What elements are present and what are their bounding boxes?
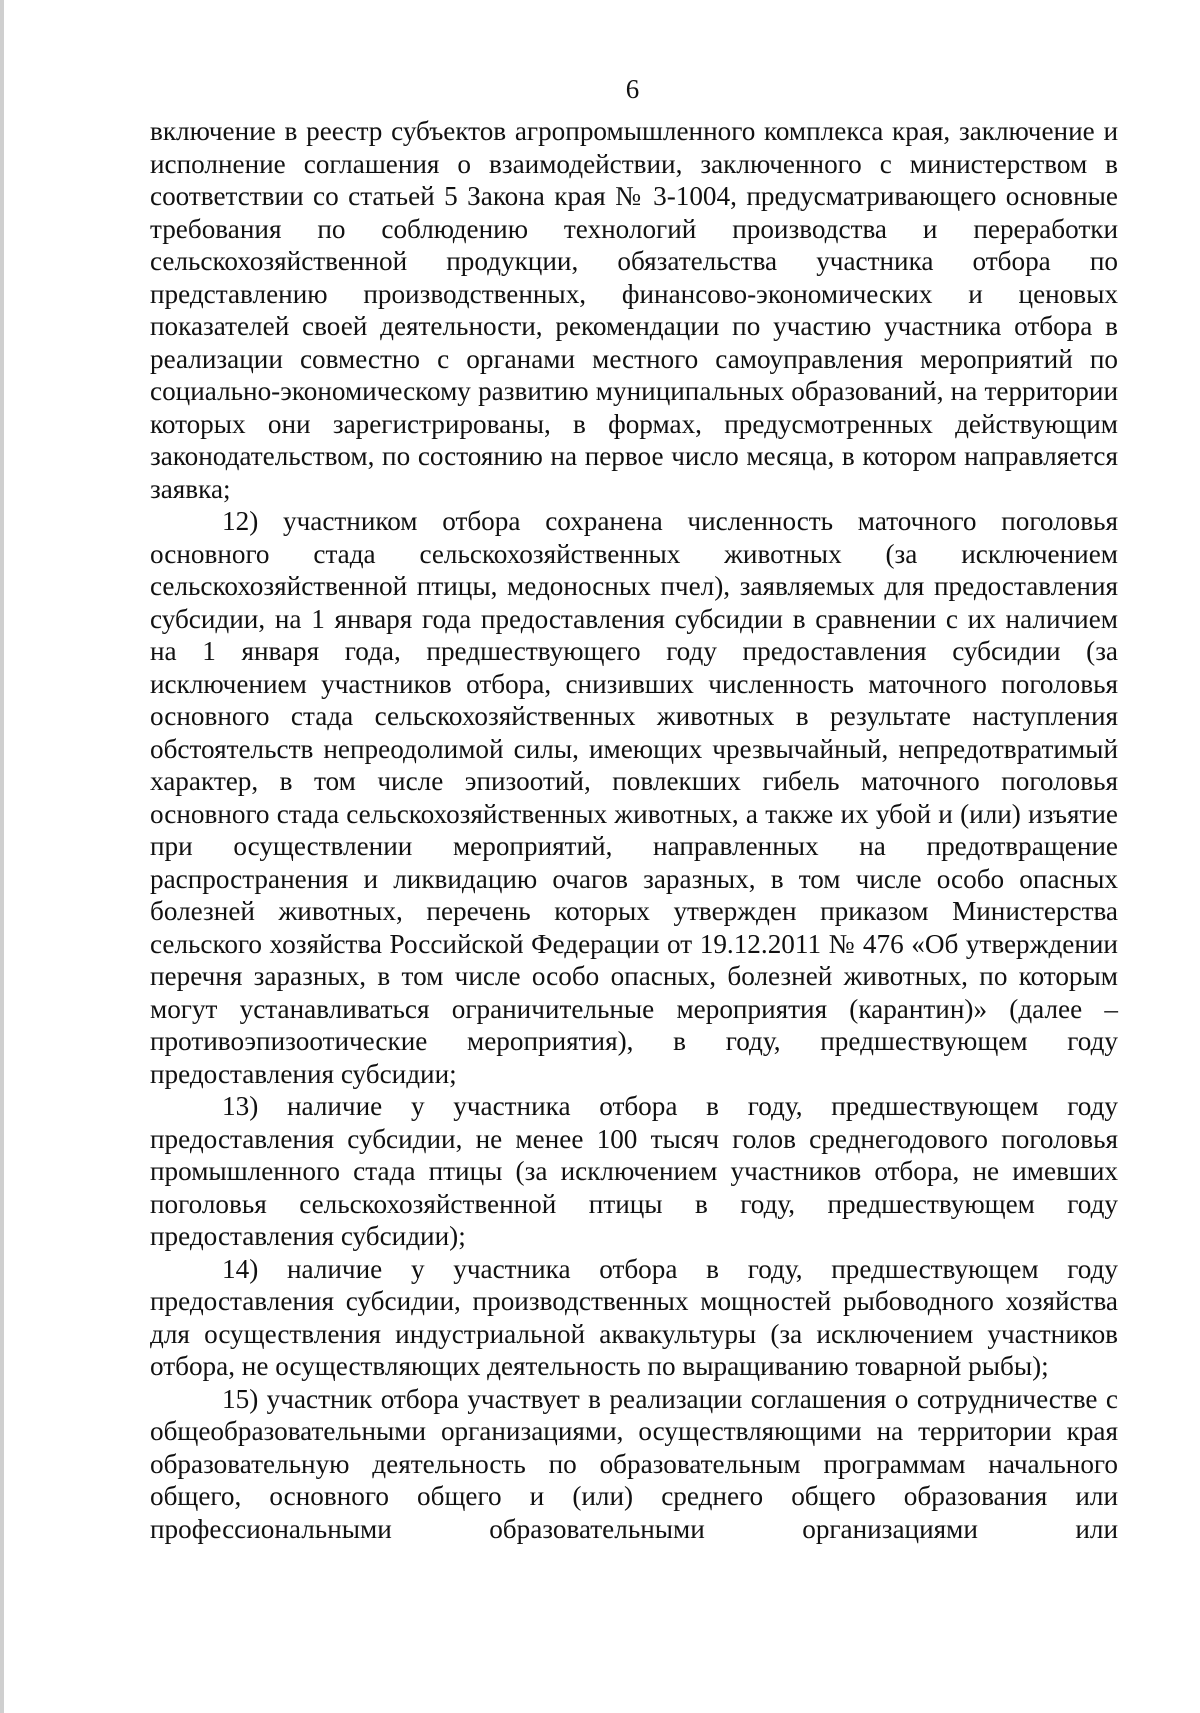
paragraph-item-12: 12) участником отбора сохранена численность маточного поголовья основного стада сельскохозяйственных животных (за исключением сельскохозяйственной птицы, медоносных пчел), заявляемых для предоставления субсидии, на 1 января года предоставления субсидии в сравнении с их наличием на 1 января года, предшествующего году предоставления субсидии (за исключением участников отбора, снизивших численность маточного поголовья основного стада сельскохозяйственных животных в результате наступления обстоятельств непреодолимой силы, имеющих чрезвычайный, непредотвратимый характер, в том числе эпизоотий, повлекших гибель маточного поголовья основного стада сельскохозяйственных животных, а также их убой и (или) изъятие при осуществлении мероприятий, направленных на предотвращение распространения и ликвидацию очагов заразных, в том числе особо опасных болезней животных, перечень которых утвержден приказом Министерства сельского хозяйства Российской Федерации от 19.12.2011 № 476 «Об утверждении перечня заразных, в том числе особо опасных, болезней животных, по которым могут устанавливаться ограничительные мероприятия (карантин)» (далее – противоэпизоотические мероприятия), в году, предшествующем году предоставления субсидии; <box>150 506 1118 1089</box>
paragraph-registry-inclusion: включение в реестр субъектов агропромышленного комплекса края, заключение и исполнение соглашения о взаимодействии, заключенного с министерством в соответствии со статьей 5 Закона края № 3-1004, предусматривающего основные требования по соблюдению технологий производства и переработки сельскохозяйственной продукции, обязательства участника отбора по представлению производственных, финансово-экономических и ценовых показателей своей деятельности, рекомендации по участию участника отбора в реализации совместно с органами местного самоуправления мероприятий по социально-экономическому развитию муниципальных образований, на территории которых они зарегистрированы, в формах, предусмотренных действующим законодательством, по состоянию на первое число месяца, в котором направляется заявка; <box>150 116 1118 504</box>
page-number: 6 <box>625 74 640 104</box>
paragraph-item-14: 14) наличие у участника отбора в году, предшествующем году предоставления субсидии, производственных мощностей рыбоводного хозяйства для осуществления индустриальной аквакультуры (за исключением участников отбора, не осуществляющих деятельность по выращиванию товарной рыбы); <box>150 1253 1118 1381</box>
document-body <box>150 115 1118 1545</box>
paragraph-item-13: 13) наличие у участника отбора в году, предшествующем году предоставления субсидии, не менее 100 тысяч голов среднегодового поголовья промышленного стада птицы (за исключением участников отбора, не имевших поголовья сельскохозяйственной птицы в году, предшествующем году предоставления субсидии); <box>150 1091 1118 1251</box>
paragraph-item-15: 15) участник отбора участвует в реализации соглашения о сотрудничестве с общеобразовательными организациями, осуществляющими на территории края образовательную деятельность по образовательным программам начального общего, основного общего и (или) среднего общего образования или профессиональными образовательными организациями или <box>150 1383 1118 1544</box>
scan-edge <box>0 0 4 1713</box>
